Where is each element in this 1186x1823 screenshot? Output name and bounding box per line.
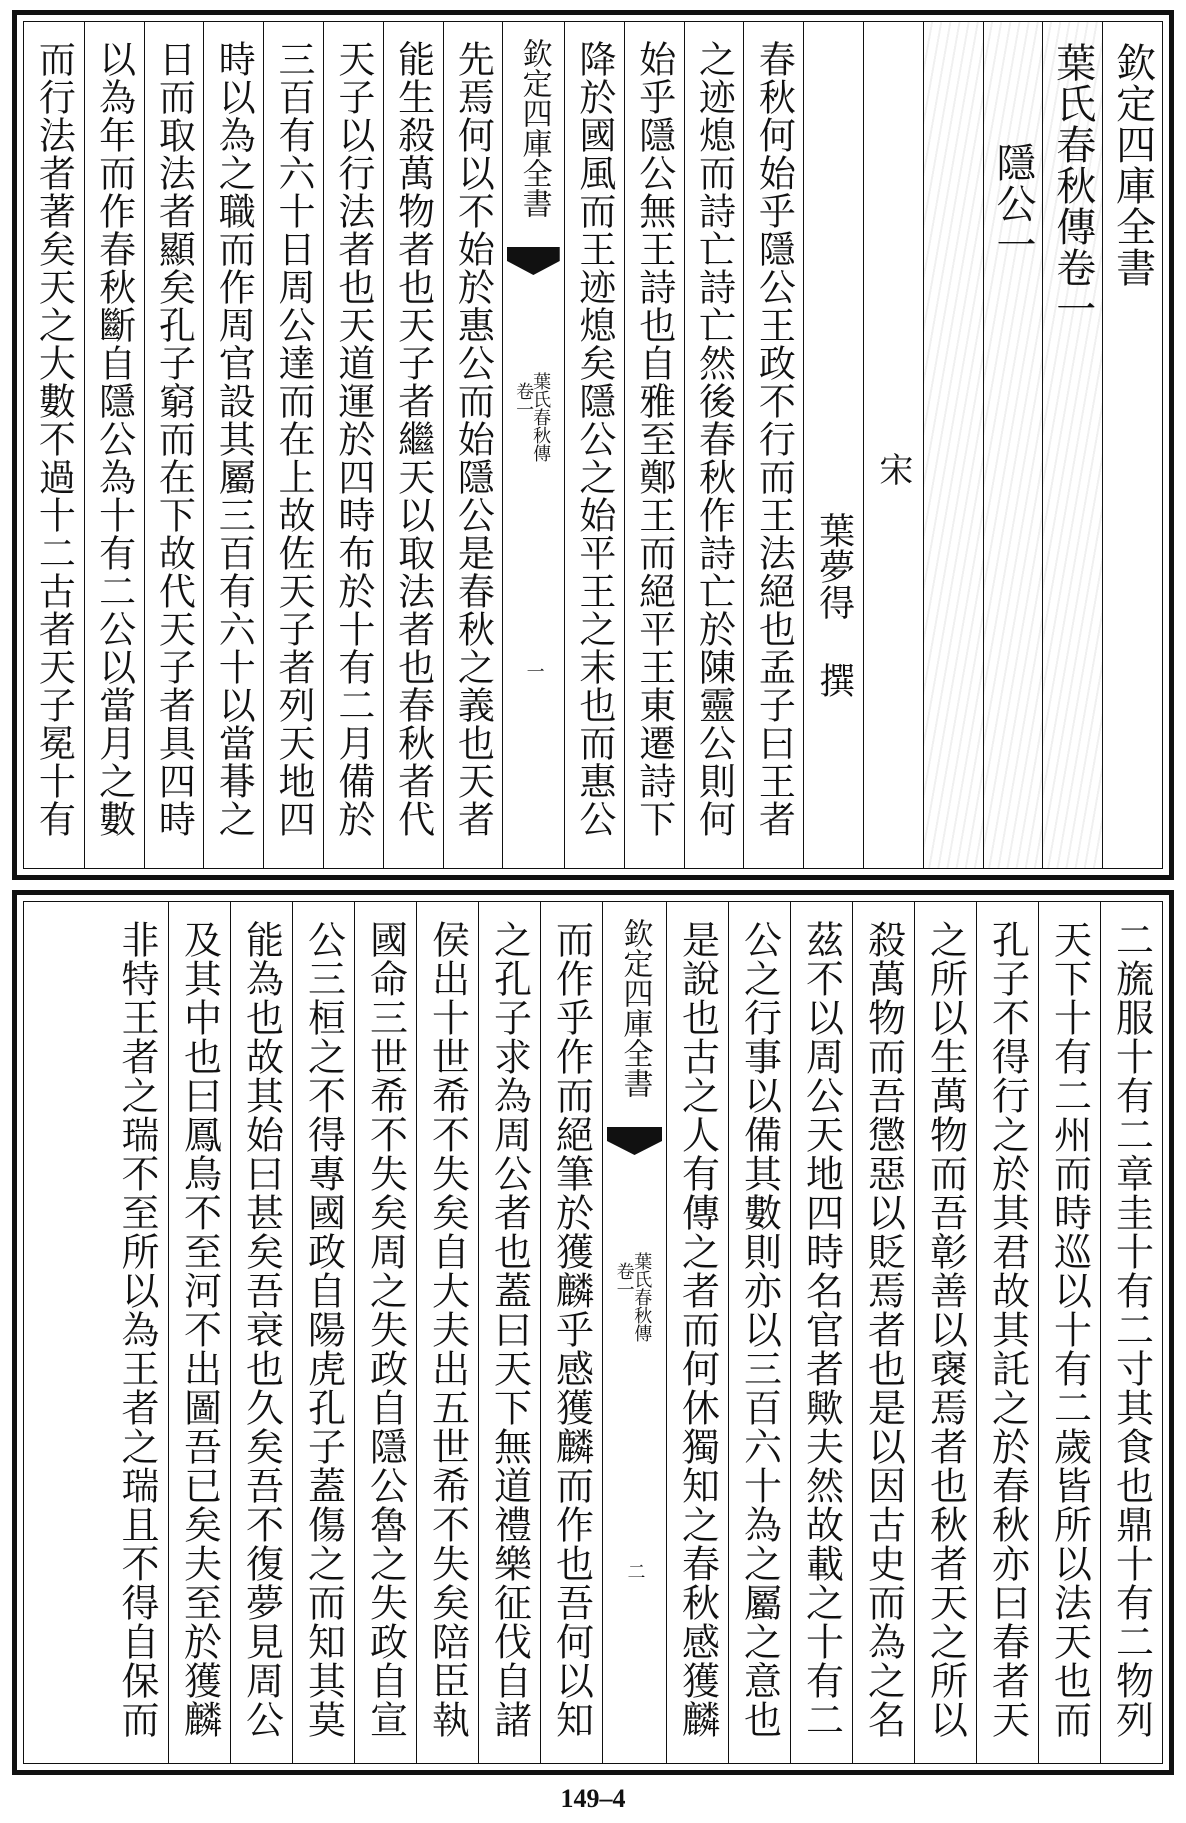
- text-line: 能生殺萬物者也天子者繼天以取法者也春秋者代: [391, 40, 435, 838]
- text-line: 侯出十世希不失矣自大夫出五世希不失矣陪臣執: [425, 920, 470, 1739]
- author-name: 葉夢得: [813, 512, 855, 620]
- text-line: 孔子不得行之於其君故其託之於春秋亦曰春者天: [985, 920, 1030, 1739]
- text-line: 而作乎作而絕筆於獲麟乎感獲麟而作也吾何以知: [549, 920, 594, 1739]
- text-line: 及其中也曰鳳鳥不至河不出圖吾已矣夫至於獲麟: [177, 920, 222, 1739]
- text-line: 日而取法者顯矣孔子窮而在下故代天子者具四時: [152, 40, 196, 838]
- text-column: [1038, 902, 1100, 1763]
- fish-tail-mark: [507, 247, 560, 275]
- text-line: 是說也古之人有傳之者而何休獨知之春秋感獲麟: [675, 920, 720, 1739]
- top-page: [12, 10, 1174, 880]
- text-column: [852, 902, 914, 1763]
- text-column: [416, 902, 478, 1763]
- text-column: [540, 902, 602, 1763]
- text-line: 以為年而作春秋斷自隱公為十有二公以當月之數: [92, 40, 136, 838]
- text-column: [84, 22, 144, 868]
- text-column: [292, 902, 354, 1763]
- text-column: [443, 22, 503, 868]
- header-label-column: [1102, 22, 1162, 868]
- stamp-column-1: [923, 22, 983, 868]
- center-page-number: 一: [523, 662, 545, 680]
- text-column: [914, 902, 976, 1763]
- text-line: 春秋何始乎隱公王政不行而王法絕也孟子曰王者: [752, 40, 796, 838]
- center-fold: [502, 22, 564, 868]
- text-line: 之孔子求為周公者也蓋曰天下無道禮樂征伐自諸: [487, 920, 532, 1739]
- text-column: [323, 22, 383, 868]
- author-column: [803, 22, 863, 868]
- text-column: [684, 22, 744, 868]
- text-column: [144, 22, 204, 868]
- center-subtitle-volume: 卷一: [613, 1262, 635, 1298]
- text-column: [624, 22, 684, 868]
- text-line: 時以為之職而作周官設其屬三百有六十以當朞之: [212, 40, 256, 838]
- center-subtitle-book: 葉氏春秋傳: [631, 1252, 653, 1342]
- book-title-column: [1042, 22, 1102, 868]
- text-column: [564, 22, 624, 868]
- text-column: [728, 902, 790, 1763]
- book-title: 葉氏春秋傳卷一: [1049, 42, 1096, 329]
- center-subtitle-book: 葉氏春秋傳: [530, 372, 552, 462]
- text-line: 降於國風而王迹熄矣隱公之始平王之末也而惠公: [572, 40, 616, 838]
- center-subtitle-volume: 卷一: [513, 382, 535, 418]
- text-line: 茲不以周公天地四時名官者歟夫然故載之十有二: [799, 920, 844, 1739]
- text-column: [168, 902, 230, 1763]
- text-column: [743, 22, 803, 868]
- text-column: [354, 902, 416, 1763]
- bottom-page-frame: [23, 901, 1163, 1764]
- text-column: [478, 902, 540, 1763]
- text-line: 三百有六十日周公達而在上故佐天子者列天地四: [272, 40, 316, 838]
- text-column: [976, 902, 1038, 1763]
- center-page-number: 二: [624, 1562, 646, 1580]
- text-line: 先焉何以不始於惠公而始隱公是春秋之義也天者: [451, 40, 495, 838]
- text-column: [203, 22, 263, 868]
- text-column: [1100, 902, 1162, 1763]
- text-line: 公之行事以備其數則亦以三百六十為之屬之意也: [737, 920, 782, 1739]
- text-line: 天下十有二州而時巡以十有二歲皆所以法天也而: [1047, 920, 1092, 1739]
- text-column: [383, 22, 443, 868]
- text-line: 始乎隱公無王詩也自雅至鄭王而絕平王東遷詩下: [632, 40, 676, 838]
- text-line: 之迹熄而詩亡詩亡然後春秋作詩亡於陳靈公則何: [692, 40, 736, 838]
- center-title: 欽定四庫全書: [516, 38, 552, 218]
- fish-tail-mark: [607, 1127, 662, 1155]
- text-line: 能為也故其始曰甚矣吾衰也久矣吾不復夢見周公: [239, 920, 284, 1739]
- chapter-title: 隱公一: [990, 142, 1036, 265]
- dynasty-column: [863, 22, 923, 868]
- top-page-frame: [23, 21, 1163, 869]
- text-line: 天子以行法者也天道運於四時布於十有二月備於: [331, 40, 375, 838]
- dynasty: 宋: [872, 452, 913, 486]
- text-column: [230, 902, 292, 1763]
- text-column: [24, 22, 84, 868]
- footer-page-number: 149–4: [560, 1784, 626, 1813]
- center-title: 欽定四庫全書: [617, 918, 653, 1098]
- text-line: 公三桓之不得專國政自陽虎孔子蓋傷之而知其莫: [301, 920, 346, 1739]
- text-column: [666, 902, 728, 1763]
- author-role: 撰: [813, 662, 855, 698]
- text-line: 二旒服十有二章圭十有二寸其食也鼎十有二物列: [1109, 920, 1154, 1739]
- text-line: 國命三世希不失矣周之失政自隱公魯之失政自宣: [363, 920, 408, 1739]
- header-label: 欽定四庫全書: [1109, 42, 1156, 288]
- text-column: [790, 902, 852, 1763]
- text-line: 非特王者之瑞不至所以為王者之瑞且不得自保而: [115, 920, 159, 1739]
- center-fold: [602, 902, 666, 1763]
- chapter-column: [983, 22, 1043, 868]
- text-line: 殺萬物而吾懲惡以貶焉者也是以因古史而為之名: [861, 920, 906, 1739]
- text-column: [263, 22, 323, 868]
- text-line: 之所以生萬物而吾彰善以襃焉者也秋者天之所以: [923, 920, 968, 1739]
- bottom-page: [12, 890, 1174, 1775]
- text-column: [106, 902, 168, 1763]
- top-page-columns: [24, 22, 1162, 868]
- bottom-page-columns: [24, 902, 1162, 1763]
- text-line: 而行法者著矣天之大數不過十二古者天子冕十有: [32, 40, 76, 838]
